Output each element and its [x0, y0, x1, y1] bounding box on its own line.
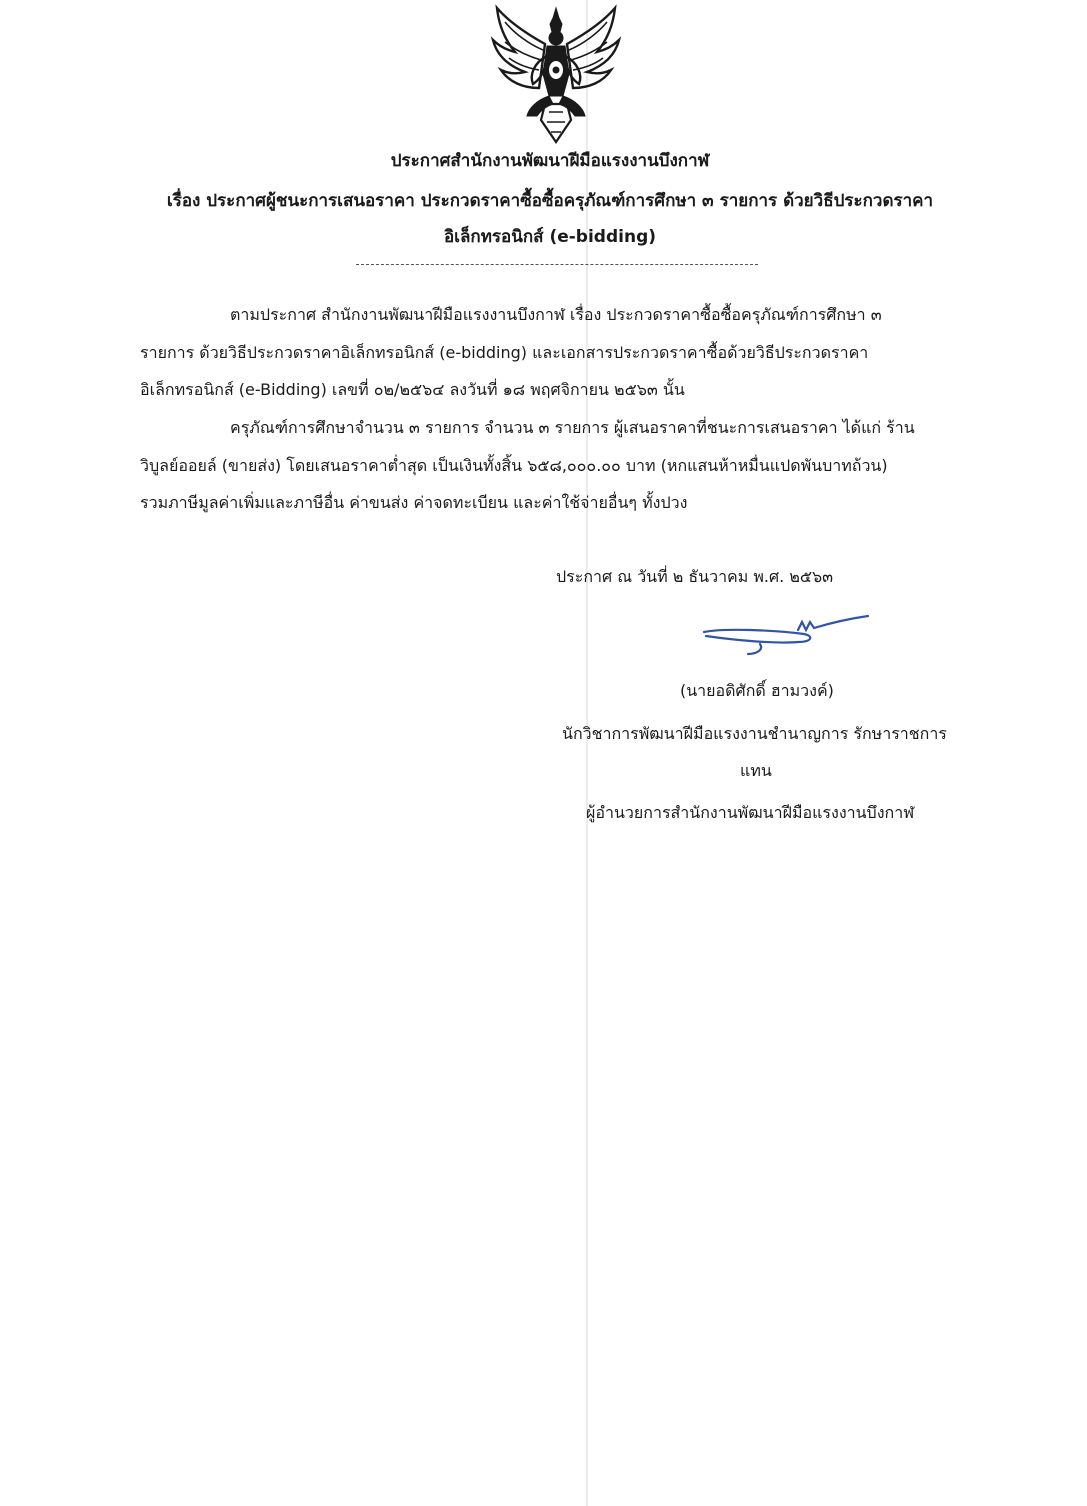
- announce-date: ประกาศ ณ วันที่ ๒ ธันวาคม พ.ศ. ๒๕๖๓: [556, 567, 834, 586]
- announcement-title: ประกาศสำนักงานพัฒนาฝีมือแรงงานบึงกาฬ: [390, 151, 710, 171]
- body-paragraph-2-line-3: รวมภาษีมูลค่าเพิ่มและภาษีอื่น ค่าขนส่ง ค่าจดทะเบียน และค่าใช้จ่ายอื่นๆ ทั้งปวง: [140, 493, 688, 512]
- signatory-position: นักวิชาการพัฒนาฝีมือแรงงานชำนาญการ รักษาราชการ: [562, 724, 947, 743]
- body-paragraph-1-line-2: รายการ ด้วยวิธีประกวดราคาอิเล็กทรอนิกส์ (e-bidding) และเอกสารประกวดราคาซื้อด้วยวิธีประกวดราคา: [140, 343, 869, 362]
- body-paragraph-1-line-3: อิเล็กทรอนิกส์ (e-Bidding) เลขที่ ๐๒/๒๕๖๔ ลงวันที่ ๑๘ พฤศจิกายน ๒๕๖๓ นั้น: [140, 380, 685, 399]
- announcement-subject-cont: อิเล็กทรอนิกส์ (e-bidding): [443, 227, 657, 247]
- director-position: ผู้อำนวยการสำนักงานพัฒนาฝีมือแรงงานบึงกาฬ: [586, 803, 915, 822]
- body-paragraph-2-line-2: วิบูลย์ออยล์ (ขายส่ง) โดยเสนอราคาต่ำสุด เป็นเงินทั้งสิ้น ๖๕๘,๐๐๐.๐๐ บาท (หกแสนห้าหมื่นแปดพันบาทถ้วน): [140, 456, 888, 475]
- body-paragraph-1-line-1: ตามประกาศ สำนักงานพัฒนาฝีมือแรงงานบึงกาฬ เรื่อง ประกวดราคาซื้อซื้อครุภัณฑ์การศึกษา ๓: [230, 305, 882, 324]
- body-paragraph-2-line-1: ครุภัณฑ์การศึกษาจำนวน ๓ รายการ จำนวน ๓ รายการ ผู้เสนอราคาที่ชนะการเสนอราคา ได้แก่ ร้าน: [230, 418, 915, 437]
- garuda-emblem-icon: [487, 4, 625, 146]
- announcement-subject: เรื่อง ประกาศผู้ชนะการเสนอราคา ประกวดราคาซื้อซื้อครุภัณฑ์การศึกษา ๓ รายการ ด้วยวิธีประกวดราคา: [166, 191, 934, 211]
- on-behalf-text: แทน: [740, 761, 772, 780]
- signature-image: [694, 610, 874, 660]
- signatory-name: (นายอดิศักดิ์ ฮามวงค์): [680, 681, 834, 700]
- separator-rule: [356, 264, 758, 265]
